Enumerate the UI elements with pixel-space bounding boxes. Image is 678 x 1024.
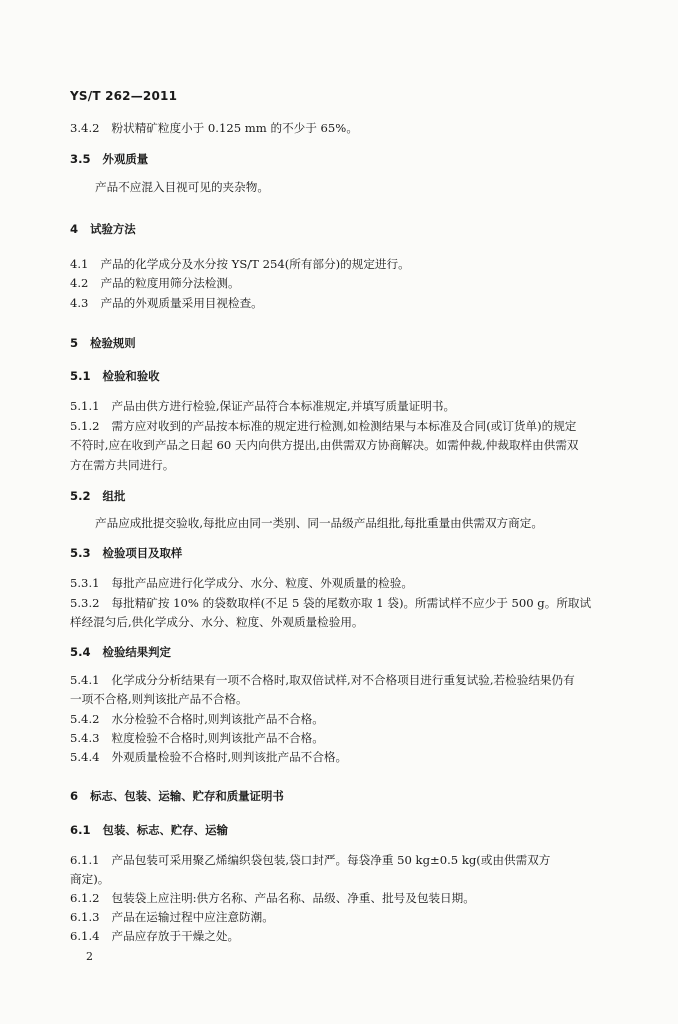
heading-number: 4 [70, 222, 79, 236]
clause-number: 4.1 [70, 257, 89, 271]
clause-text: 每批精矿按 10% 的袋数取样(不足 5 袋的尾数亦取 1 袋)。所需试样不应少于 500 g。所取试 [111, 596, 592, 610]
clause-number: 5.3.1 [70, 576, 100, 590]
paragraph: 产品应成批提交验收,每批应由同一类别、同一品级产品组批,每批重量由供需双方商定。 [95, 516, 543, 530]
clause-5-4-1 [70, 673, 630, 687]
heading-5-1 [70, 369, 630, 383]
heading-title: 检验规则 [90, 336, 136, 350]
heading-title: 检验项目及取样 [102, 546, 183, 560]
heading-title: 外观质量 [102, 152, 149, 166]
clause-3-4-2 [70, 121, 630, 135]
clause-6-1-2 [70, 891, 630, 905]
clause-number: 5.4.4 [70, 750, 100, 764]
clause-number: 5.4.2 [70, 712, 100, 726]
clause-number: 5.1.1 [70, 399, 100, 413]
clause-5-1-1 [70, 399, 630, 413]
heading-title: 检验和验收 [102, 369, 160, 383]
clause-number: 6.1.3 [70, 910, 100, 924]
heading-number: 5 [70, 336, 79, 350]
paragraph-continuation: 商定)。 [70, 872, 110, 886]
clause-5-4-3 [70, 731, 630, 745]
paragraph-continuation: 不符时,应在收到产品之日起 60 天内向供方提出,由供需双方协商解决。如需仲裁,仲裁取样由供需双 [70, 438, 579, 452]
clause-4-1 [70, 257, 630, 271]
clause-5-4-2 [70, 712, 630, 726]
heading-number: 5.1 [70, 369, 91, 383]
clause-text: 产品的外观质量采用目视检查。 [100, 296, 263, 310]
clause-6-1-3 [70, 910, 630, 924]
clause-number: 4.3 [70, 296, 89, 310]
heading-5-2 [70, 489, 630, 503]
clause-text: 产品应存放于干燥之处。 [111, 929, 240, 943]
clause-text: 粒度检验不合格时,则判该批产品不合格。 [111, 731, 324, 745]
clause-text: 产品的粒度用筛分法检测。 [100, 276, 240, 290]
clause-5-3-1 [70, 576, 630, 590]
clause-text: 粉状精矿粒度小于 0.125 mm 的不少于 65%。 [111, 121, 358, 135]
clause-number: 5.3.2 [70, 596, 100, 610]
clause-4-3 [70, 296, 630, 310]
paragraph-continuation: 一项不合格,则判该批产品不合格。 [70, 692, 248, 706]
clause-text: 产品由供方进行检验,保证产品符合本标准规定,并填写质量证明书。 [111, 399, 456, 413]
clause-5-1-2 [70, 419, 630, 433]
clause-text: 产品在运输过程中应注意防潮。 [111, 910, 274, 924]
heading-title: 标志、包装、运输、贮存和质量证明书 [90, 789, 284, 803]
clause-text: 产品的化学成分及水分按 YS/T 254(所有部分)的规定进行。 [100, 257, 410, 271]
clause-4-2 [70, 276, 630, 290]
heading-4 [70, 222, 630, 236]
clause-5-4-4 [70, 750, 630, 764]
clause-text: 化学成分分析结果有一项不合格时,取双倍试样,对不合格项目进行重复试验,若检验结果仍有 [111, 673, 575, 687]
heading-5-4 [70, 645, 630, 659]
clause-5-3-2 [70, 596, 630, 610]
heading-number: 5.3 [70, 546, 91, 560]
clause-number: 6.1.2 [70, 891, 100, 905]
clause-number: 4.2 [70, 276, 89, 290]
clause-text: 包装袋上应注明:供方名称、产品名称、品级、净重、批号及包装日期。 [111, 891, 475, 905]
clause-text: 外观质量检验不合格时,则判该批产品不合格。 [111, 750, 348, 764]
heading-5 [70, 336, 630, 350]
heading-6 [70, 789, 630, 803]
clause-number: 6.1.4 [70, 929, 100, 943]
heading-title: 包装、标志、贮存、运输 [102, 823, 228, 837]
heading-title: 组批 [102, 489, 126, 503]
heading-number: 3.5 [70, 152, 91, 166]
heading-3-5 [70, 152, 630, 166]
heading-number: 5.2 [70, 489, 91, 503]
clause-number: 3.4.2 [70, 121, 100, 135]
clause-number: 5.4.3 [70, 731, 100, 745]
paragraph-continuation: 样经混匀后,供化学成分、水分、粒度、外观质量检验用。 [70, 615, 364, 629]
clause-number: 6.1.1 [70, 853, 100, 867]
paragraph-continuation: 方在需方共同进行。 [70, 458, 175, 472]
heading-number: 5.4 [70, 645, 91, 659]
heading-number: 6.1 [70, 823, 91, 837]
clause-text: 需方应对收到的产品按本标准的规定进行检测,如检测结果与本标准及合同(或订货单)的规定 [111, 419, 577, 433]
heading-number: 6 [70, 789, 79, 803]
heading-5-3 [70, 546, 630, 560]
clause-number: 5.1.2 [70, 419, 100, 433]
heading-title: 试验方法 [90, 222, 136, 236]
clause-text: 每批产品应进行化学成分、水分、粒度、外观质量的检验。 [111, 576, 413, 590]
page-number: 2 [86, 950, 93, 963]
clause-6-1-1 [70, 853, 630, 867]
standard-id: YS/T 262—2011 [70, 89, 178, 103]
clause-text: 产品包装可采用聚乙烯编织袋包装,袋口封严。每袋净重 50 kg±0.5 kg(或由供需双方 [111, 853, 551, 867]
heading-title: 检验结果判定 [102, 645, 171, 659]
clause-6-1-4 [70, 929, 630, 943]
clause-text: 水分检验不合格时,则判该批产品不合格。 [111, 712, 324, 726]
paragraph: 产品不应混入目视可见的夹杂物。 [95, 180, 269, 194]
clause-number: 5.4.1 [70, 673, 100, 687]
heading-6-1 [70, 823, 630, 837]
